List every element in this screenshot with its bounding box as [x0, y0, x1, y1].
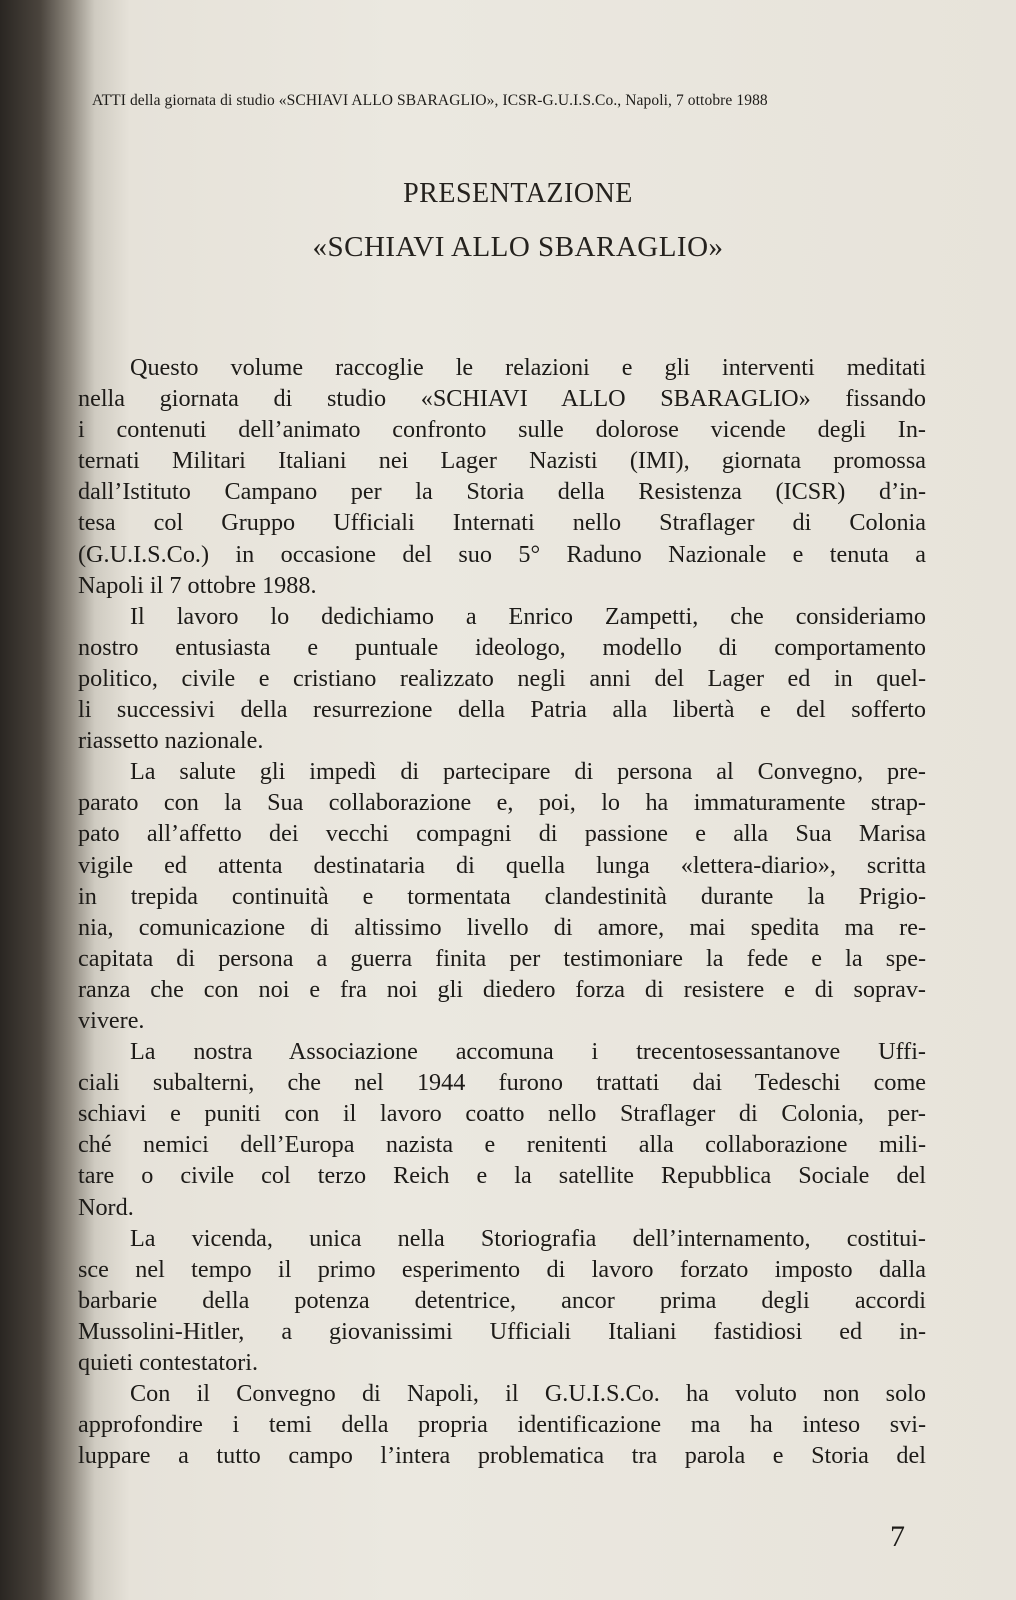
text-line: vivere.	[78, 1006, 145, 1034]
text-line: Questo volume raccoglie le relazioni e gli interventi meditati	[130, 354, 926, 381]
text-line: ternati Militari Italiani nei Lager Nazisti (IMI), giornata promossa	[78, 447, 926, 475]
text-line: Mussolini-Hitler, a giovanissimi Ufficiali Italiani fastidiosi ed in-	[78, 1317, 926, 1345]
text-line: in trepida continuità e tormentata clandestinità durante la Prigio-	[78, 882, 926, 910]
text-line: (G.U.I.S.Co.) in occasione del suo 5° Raduno Nazionale e tenuta a	[78, 540, 926, 568]
text-line: tesa col Gruppo Ufficiali Internati nello Straflager di Colonia	[78, 509, 926, 537]
paragraph	[78, 756, 926, 1036]
text-line: sce nel tempo il primo esperimento di lavoro forzato imposto dalla	[78, 1255, 926, 1283]
page-number: 7	[890, 1520, 905, 1553]
text-line: capitata di persona a guerra finita per testimoniare la fede e la spe-	[78, 944, 926, 972]
page-subtitle: «SCHIAVI ALLO SBARAGLIO»	[312, 231, 724, 263]
paragraph	[78, 1378, 926, 1471]
paragraph	[78, 352, 926, 601]
text-line: La vicenda, unica nella Storiografia dell’internamento, costitui-	[130, 1224, 926, 1252]
paragraph	[78, 1223, 926, 1378]
text-line: Con il Convegno di Napoli, il G.U.I.S.Co. ha voluto non solo	[130, 1380, 926, 1408]
text-line: li successivi della resurrezione della Patria alla libertà e del sofferto	[78, 696, 926, 724]
text-line: vigile ed attenta destinataria di quella lunga «lettera-diario», scritta	[78, 851, 926, 879]
text-line: ciali subalterni, che nel 1944 furono trattati dai Tedeschi come	[78, 1069, 926, 1097]
text-line: tare o civile col terzo Reich e la satellite Repubblica Sociale del	[78, 1162, 926, 1190]
text-line: quieti contestatori.	[78, 1349, 259, 1376]
text-line: luppare a tutto campo l’intera problematica tra parola e Storia del	[78, 1442, 926, 1470]
paragraph	[78, 601, 926, 756]
text-line: ranza che con noi e fra noi gli diedero forza di resistere e di soprav-	[78, 975, 926, 1003]
text-line: politico, civile e cristiano realizzato negli anni del Lager ed in quel-	[78, 664, 926, 692]
running-head: ATTI della giornata di studio «SCHIAVI ALLO SBARAGLIO», ICSR-G.U.I.S.Co., Napoli, 7 ottobre 1988	[92, 92, 768, 109]
text-line: Nord.	[78, 1193, 134, 1221]
paragraph	[78, 1036, 926, 1223]
text-line: schiavi e puniti con il lavoro coatto nello Straflager di Colonia, per-	[78, 1100, 926, 1128]
text-line: dall’Istituto Campano per la Storia della Resistenza (ICSR) d’in-	[78, 478, 926, 506]
text-line: i contenuti dell’animato confronto sulle dolorose vicende degli In-	[78, 416, 926, 444]
text-line: Il lavoro lo dedichiamo a Enrico Zampetti, che consideriamo	[130, 602, 926, 630]
text-line: barbarie della potenza detentrice, ancor prima degli accordi	[78, 1286, 926, 1314]
text-line: pato all’affetto dei vecchi compagni di passione e alla Sua Marisa	[78, 820, 926, 848]
text-line: approfondire i temi della propria identificazione ma ha inteso svi-	[78, 1411, 926, 1439]
page-title: PRESENTAZIONE	[403, 178, 633, 209]
text-line: nia, comunicazione di altissimo livello di amore, mai spedita ma re-	[78, 913, 926, 941]
text-line: nostro entusiasta e puntuale ideologo, modello di comportamento	[78, 633, 926, 661]
text-line: nella giornata di studio «SCHIAVI ALLO SBARAGLIO» fissando	[78, 385, 926, 413]
text-line: parato con la Sua collaborazione e, poi, lo ha immaturamente strap-	[78, 789, 926, 817]
text-line: La nostra Associazione accomuna i trecentosessantanove Uffi-	[130, 1038, 926, 1066]
text-line: riassetto nazionale.	[78, 727, 264, 755]
text-line: ché nemici dell’Europa nazista e renitenti alla collaborazione mili-	[78, 1131, 926, 1159]
body-text	[78, 352, 926, 1471]
text-line: La salute gli impedì di partecipare di persona al Convegno, pre-	[130, 758, 926, 786]
text-line: Napoli il 7 ottobre 1988.	[78, 571, 317, 599]
